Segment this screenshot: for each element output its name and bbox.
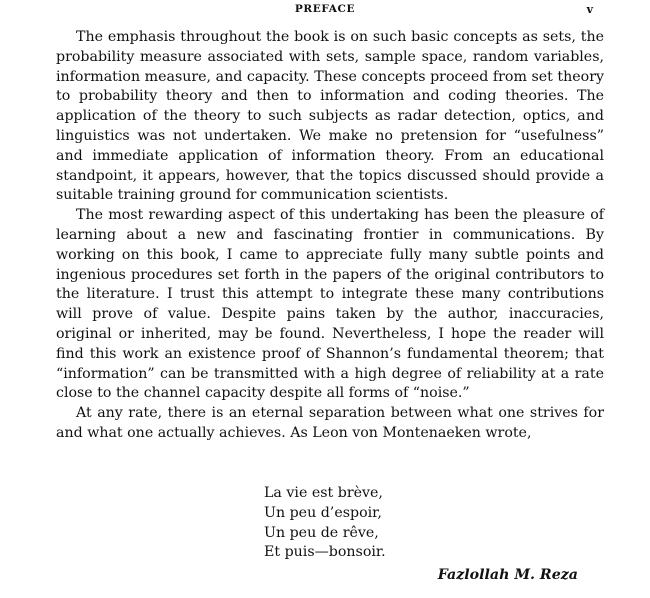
page-number: v — [586, 3, 593, 16]
author-signature: Fazlollah M. Reza — [437, 567, 578, 583]
paragraph-rewarding-aspect: The most rewarding aspect of this undertaking has been the pleasure of learning about a new and fascinating frontier in communications. By working on this book, I came to appreciate fully many subtle points and ingenious procedures set forth in the papers of the original contributors to the literature. I trust this attempt to integrate these many contributions will prove of value. Despite pains taken by the author, inaccuracies, original or inherited, may be found. Nevertheless, I hope the reader will find this work an existence proof of Shannon’s fundamental theorem; that “information” can be transmitted with a high degree of reliability at a rate close to the channel capacity despite all forms of “noise.” — [56, 207, 604, 402]
verse-line: Et puis—bonsoir. — [264, 544, 386, 561]
verse-line: La vie est brève, — [264, 485, 383, 501]
running-title: PREFACE — [294, 3, 356, 15]
verse-quotation — [264, 484, 386, 563]
preface-body — [56, 28, 604, 444]
running-head — [0, 3, 650, 21]
verse-line: Un peu de rêve, — [264, 524, 379, 541]
verse-line: Un peu d’espoir, — [264, 504, 382, 521]
paragraph-eternal-separation: At any rate, there is an eternal separation between what one strives for and what one actually achieves. As Leon von Montenaeken wrote, — [56, 405, 604, 441]
paragraph-concepts: The emphasis throughout the book is on such basic concepts as sets, the probability measure associated with sets, sample space, random variables, information measure, and capacity. These concepts proceed from set theory to probability theory and then to information and coding theories. The application of the theory to such subjects as radar detection, optics, and linguistics was not undertaken. We make no pretension for “usefulness” and immediate application of information theory. From an educational standpoint, it appears, however, that the topics discussed should provide a suitable training ground for communication scientists. — [56, 29, 604, 204]
